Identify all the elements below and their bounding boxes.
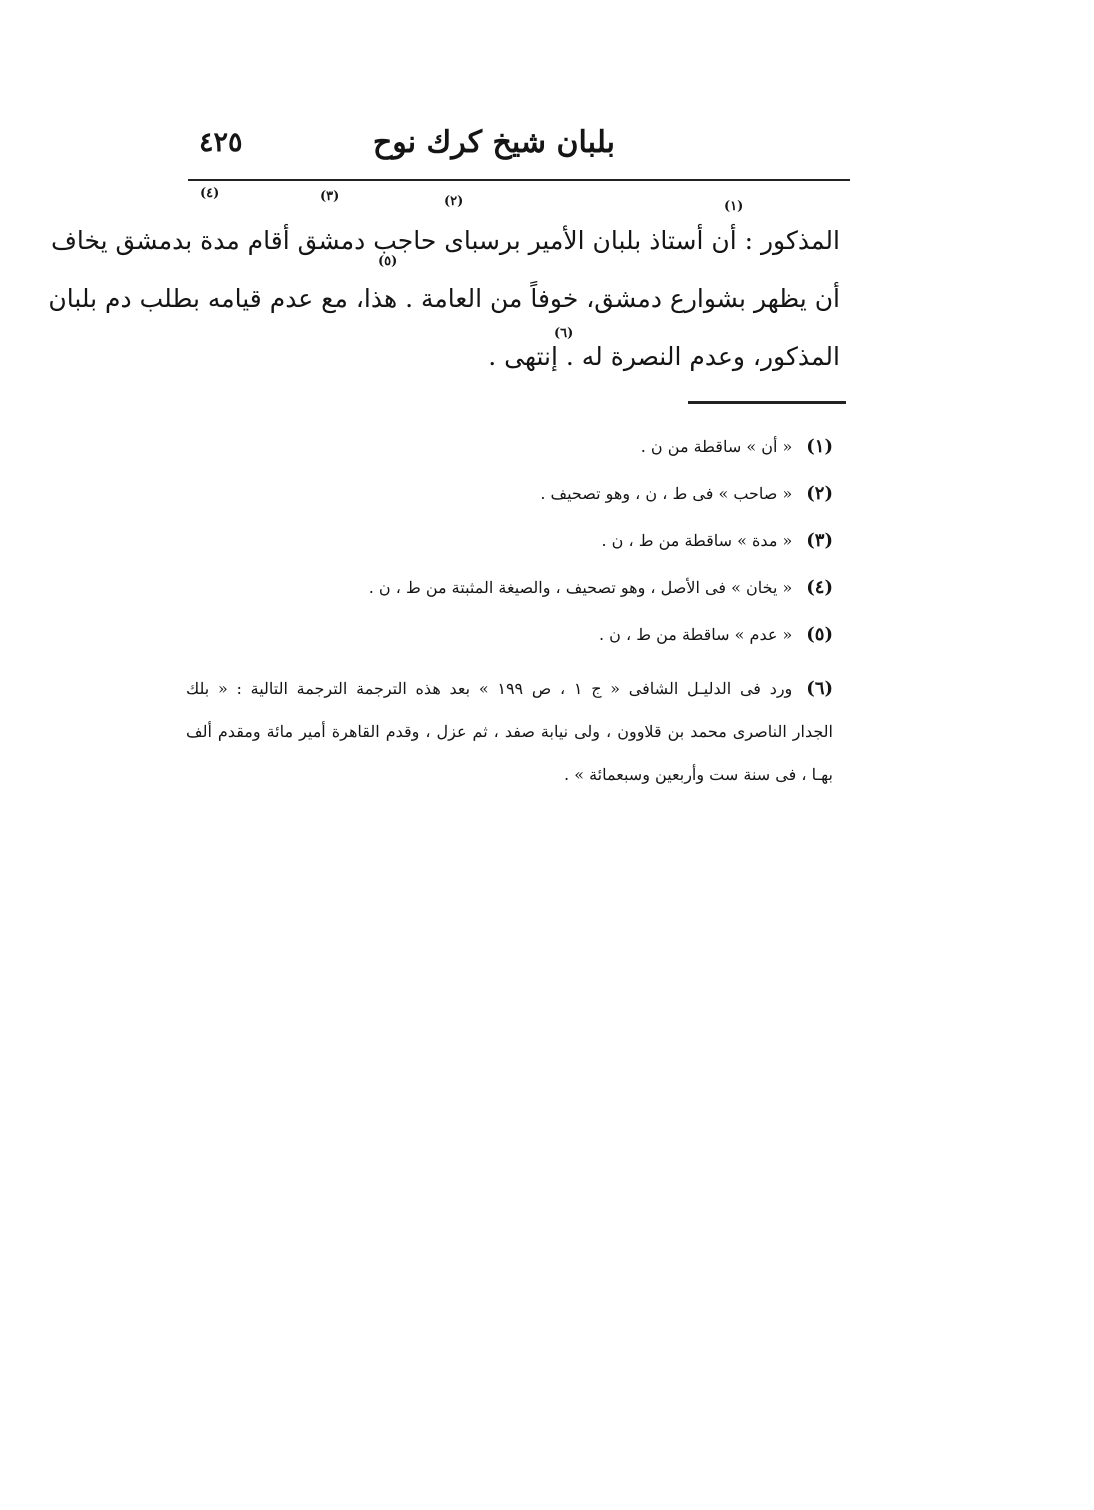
footnote-number: (٢) — [806, 483, 833, 504]
main-text-line: المذكور : أن أستاذ بلبان الأمير برسباى حاجب دمشق أقام مدة بدمشق يخاف — [50, 226, 840, 255]
footnote-line: بهـا ، فى سنة ست وأربعين وسبعمائة » . — [564, 765, 833, 784]
page-header — [185, 125, 850, 173]
running-title: بلبان شيخ كرك نوح — [372, 125, 615, 160]
footnote-number: (١) — [806, 436, 833, 457]
footnote-text: « أن » ساقطة من ن . — [640, 437, 793, 456]
footnote-text: « يخان » فى الأصل ، وهو تصحيف ، والصيغة المثبتة من ط ، ن . — [368, 578, 793, 597]
footnote-item — [186, 667, 833, 796]
note-reference: (٢) — [444, 194, 464, 209]
footnote-number: (٤) — [806, 577, 833, 598]
footnote-item — [186, 432, 833, 479]
footnote-separator — [688, 401, 846, 404]
footnote-line: الجدار الناصرى محمد بن قلاوون ، ولى نيابة صفد ، ثم عزل ، وقدم القاهرة أمير مائة ومقدم ألف — [186, 722, 833, 741]
note-reference: (١) — [724, 199, 744, 214]
footnote-text: « صاحب » فى ط ، ن ، وهو تصحيف . — [540, 484, 793, 503]
main-text-line: المذكور، وعدم النصرة له . إنتهى . — [488, 342, 840, 371]
footnote-number: (٦) — [806, 678, 834, 699]
page-number: ٤٢٥ — [199, 127, 243, 158]
footnote-number: (٥) — [806, 624, 833, 645]
main-text-line: أن يظهر بشوارع دمشق، خوفاً من العامة . هذا، مع عدم قيامه بطلب دم بلبان — [48, 284, 840, 313]
footnote-item — [186, 573, 833, 620]
footnote-item — [186, 479, 833, 526]
note-reference: (٤) — [200, 186, 220, 201]
footnotes — [186, 432, 833, 796]
note-reference: (٣) — [320, 189, 340, 204]
footnote-text: « عدم » ساقطة من ط ، ن . — [598, 625, 793, 644]
footnote-text: « مدة » ساقطة من ط ، ن . — [601, 531, 793, 550]
header-rule — [188, 179, 850, 181]
footnote-item — [186, 526, 833, 573]
note-reference: (٦) — [554, 326, 574, 341]
main-text — [48, 212, 840, 386]
footnote-text: ورد فى الدليـل الشافى « ج ١ ، ص ١٩٩ » بعد هذه الترجمة الترجمة التالية : « بلك — [186, 679, 793, 698]
footnote-item — [186, 620, 833, 667]
footnote-line — [186, 667, 833, 710]
footnote-number: (٣) — [806, 530, 833, 551]
note-reference: (٥) — [378, 254, 398, 269]
